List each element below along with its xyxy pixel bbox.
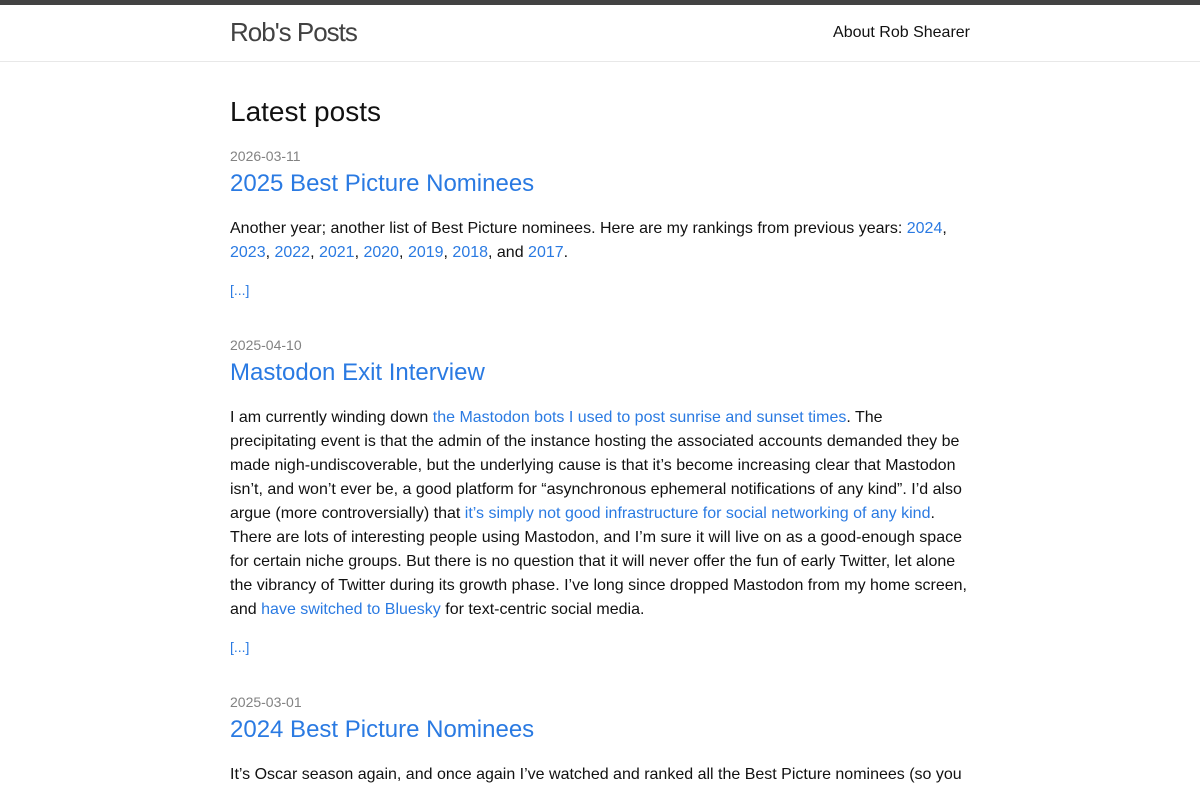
main-content (230, 62, 970, 787)
excerpt-text: I am currently winding down (230, 409, 433, 426)
excerpt-text: . There are lots of interesting people using Mastodon, and I’m sure it will live on as a good-enough space for certain niche groups. But there is no question that it will never offer the fun of early Twitter, let alone the vibrancy of Twitter during its growth phase. I’ve long since dropped Mastodon from my home screen, and (230, 505, 967, 618)
post-excerpt (230, 406, 970, 622)
post-date: 2025-04-10 (230, 337, 302, 353)
bluesky-link[interactable]: have switched to Bluesky (261, 601, 441, 618)
infrastructure-link[interactable]: it’s simply not good infrastructure for social networking of any kind (464, 505, 931, 522)
post-item (230, 335, 970, 657)
post-excerpt: Another year; another list of Best Picture nominees. Here are my rankings from previous years: 2024, 2023, 2022, 2021, 2020, 2019, 2018, and 2017. (230, 220, 947, 261)
read-more-link[interactable]: [...] (230, 639, 250, 655)
read-more-link[interactable]: [...] (230, 282, 250, 298)
link-2023[interactable]: 2023 (230, 244, 266, 261)
excerpt-text: , and (488, 244, 529, 261)
post-list (230, 146, 970, 787)
post-date: 2025-03-01 (230, 694, 302, 710)
excerpt-text: for text-centric social media. (440, 601, 645, 618)
link-2017[interactable]: 2017 (528, 244, 564, 261)
excerpt-text: Another year; another list of Best Picture nominees. Here are my rankings from previous years: (230, 220, 907, 237)
link-2024[interactable]: 2024 (906, 220, 943, 237)
post-item (230, 692, 970, 787)
excerpt-text: . The precipitating event is that the admin of the instance hosting the associated accounts demanded they be made nigh-undiscoverable, but the underlying cause is that it’s become increasing clear that Mastodon isn’t, and won’t ever be, a good platform for “asynchronous ephemeral notifications of any kind”. I’d also argue (more controversially) that (230, 409, 962, 522)
link-2022[interactable]: 2022 (274, 244, 311, 261)
page-heading: Latest posts (230, 96, 381, 127)
mastodon-bots-link[interactable]: the Mastodon bots I used to post sunrise and sunset times (432, 409, 847, 426)
post-title-link[interactable]: 2024 Best Picture Nominees (230, 716, 535, 743)
post-excerpt (230, 763, 970, 787)
site-nav (833, 5, 970, 61)
link-2021[interactable]: 2021 (318, 244, 355, 261)
link-2018[interactable]: 2018 (452, 244, 489, 261)
link-2019[interactable]: 2019 (407, 244, 444, 261)
nav-about-link[interactable]: About Rob Shearer (833, 24, 970, 41)
site-header (0, 5, 1200, 62)
post-date: 2026-03-11 (230, 148, 301, 164)
header-inner (230, 5, 970, 61)
site-title-link[interactable]: Rob's Posts (230, 17, 357, 47)
link-2020[interactable]: 2020 (363, 244, 400, 261)
post-title-link[interactable]: Mastodon Exit Interview (230, 359, 485, 386)
excerpt-text: It’s Oscar season again, and once again I’ve watched and ranked all the Best Picture nominees (so you (230, 766, 962, 783)
post-item (230, 146, 970, 300)
post-title-link[interactable]: 2025 Best Picture Nominees (230, 170, 535, 197)
